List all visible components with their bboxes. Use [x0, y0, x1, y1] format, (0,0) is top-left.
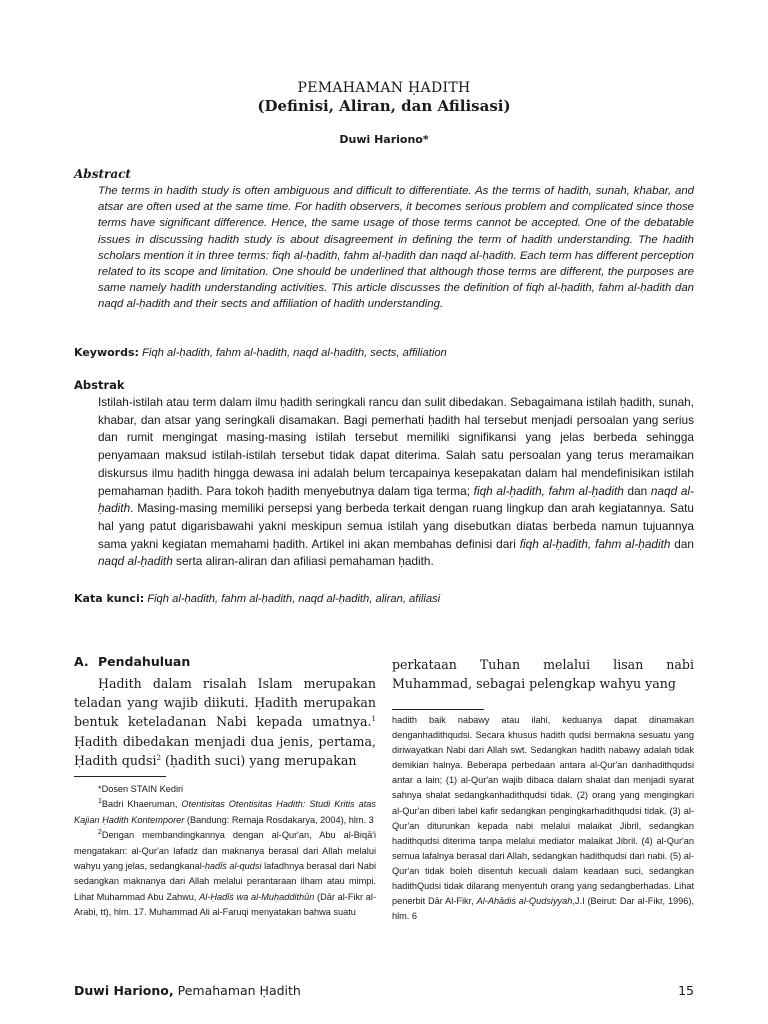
abstrak-terms4: naqd al-ḥadith — [98, 554, 173, 569]
body-para-b: Ḥadith dibedakan menjadi dua jenis, pertama, Ḥadith qudsi — [74, 733, 376, 768]
footnote-ref-1[interactable]: 1 — [371, 715, 376, 724]
body-text-left — [74, 674, 376, 770]
footnote-cont-text-b: ,J.I (Beirut: Dar al-Fikr, 1996), hlm. 6 — [392, 896, 694, 922]
keywords-label: Keywords: — [74, 346, 139, 359]
abstract-heading: Abstract — [74, 167, 131, 181]
abstrak-text — [98, 394, 694, 571]
footnote-1-book-title: Otentisitas Otentisitas Ḥadith: Studi Kritis atas Kajian Ḥadith Kontemporer — [74, 799, 376, 825]
footnote-1-text-b: (Bandung: Remaja Rosdakarya, 2004), hlm. 3 — [184, 814, 374, 825]
footnote-rule-left — [74, 776, 166, 777]
abstrak-part4: dan — [670, 536, 694, 551]
kata-kunci — [74, 592, 694, 605]
footnote-2-text-a: Dengan membandingkannya dengan al-Qur'an, Abu al-Biqā'i mengatakan: al-Qur'an lafadz dan maknanya berasal dari Allah melalui wahyu yang jelas, sedangkanal- — [74, 830, 376, 872]
body-para-c: (ḥadith suci) yang merupakan — [160, 752, 357, 768]
page-number: 15 — [678, 983, 694, 998]
kata-kunci-text: Fiqh al-ḥadith, fahm al-ḥadith, naqd al-ḥadith, aliran, afiliasi — [147, 593, 441, 605]
keywords — [74, 346, 694, 359]
abstrak-terms2: naqd al-ḥadith — [98, 483, 694, 516]
paper-title-line1: PEMAHAMAN ḤADITH — [297, 80, 471, 96]
abstrak-part3: . Masing-masing memiliki persepsi yang berbeda terkait dengan ruang lingkup dan arah kegiatannya. Satu hal yang patut digarisbawahi yakni meskipun semua istilah yang disebutkan diatas berbeda namun tujuannya sama yakni kegiatan memahami ḥadith. Artikel ini akan membahas definisi dari — [98, 501, 694, 551]
footnote-1-number: 1 — [98, 798, 102, 806]
footnote-cont-book-title: Al-Ahādiṡ al-Qudsiyyah — [476, 896, 573, 907]
kata-kunci-label: Kata kunci: — [74, 592, 145, 605]
footnotes-right — [392, 713, 694, 924]
footnotes-left — [74, 782, 376, 921]
author-name: Duwi Hariono* — [339, 133, 429, 146]
abstrak-part2: dan — [623, 483, 651, 498]
footnote-1-text-a: Badri Khaeruman, — [101, 799, 182, 810]
running-footer — [74, 983, 301, 998]
keywords-text: Fiqh al-ḥadith, fahm al-ḥadith, naqd al-ḥadith, sects, affiliation — [142, 347, 447, 359]
abstrak-heading: Abstrak — [74, 378, 125, 392]
footer-short-title: Pemahaman Ḥadith — [173, 983, 301, 998]
section-title: Pendahuluan — [98, 654, 191, 669]
section-heading — [74, 654, 190, 669]
footnote-1 — [74, 797, 376, 828]
footnote-cont-text-a: hadith baik nabawy atau ilahi, keduanya dapat dinamakan denganhadithqudsi. Secara khusus hadith qudsi bermakna sesuatu yang diriwayatkan Nabi dari Allah swt. Sedangkan hadith nabawy adalah tidak demikian halnya. Beberapa perbedaan antara al-Qur'an danhadithqudsi antar a lain; (1) al-Qur'an wajib dibaca dalam shalat dan menjadi syarat sahnya shalat sedangkanhadithqudsi tidak. (2) orang yang mengingkari al-Qur'an diberi label kafir sedangkan pengingkarhadithqudsi tidak. (3) al-Qur'an diturunkan kepada nabi melalui malaikat Jibril, sedangkan hadithqudsi diterima tanpa melalui mediator malaikat Jibril. (4) al-Qur'an semua lafalnya berasal dari Allah, sedangkan hadithqudsi dari nabi. (5) al-Qur'an tidak boleh disentuh kecuali dalam keadaan suci, sedangkan hadithQudsi tidak dilarang menyentuh orang yang sedangberhadas. Lihat penerbit Dār Al-Fikr, — [392, 715, 694, 907]
footnote-star — [74, 782, 376, 797]
footnote-2 — [74, 828, 376, 920]
paper-title-line2: (Definisi, Aliran, dan Afilisasi) — [257, 97, 511, 115]
footnote-ref-2[interactable]: 2 — [156, 753, 161, 762]
body-text-right: perkataan Tuhan melalui lisan nabi Muhammad, sebagai pelengkap wahyu yang — [392, 657, 694, 692]
abstrak-part5: serta aliran-aliran dan afiliasi pemahaman ḥadith. — [172, 554, 434, 569]
section-number: A. — [74, 654, 89, 669]
body-para-a: Ḥadith dalam risalah Islam merupakan teladan yang wajib diikuti. Ḥadith merupakan bentuk keteladanan Nabi kepada umatnya. — [74, 676, 376, 730]
footer-author: Duwi Hariono, — [74, 983, 174, 998]
abstrak-terms1: fiqh al-ḥadith, fahm al-ḥadith — [473, 483, 624, 498]
footnote-rule-right — [392, 709, 484, 710]
footnote-star-text: *Dosen STAIN Kediri — [98, 784, 184, 794]
abstrak-terms3: fiqh al-ḥadith, fahm al-ḥadith — [519, 536, 671, 551]
abstrak-part1: Istilah-istilah atau term dalam ilmu ḥadith seringkali rancu dan sulit dibedakan. Sebagaimana istilah ḥadith, sunah, khabar, dan atsar yang seringkali disamakan. Bagi pemerhati ḥadith hal tersebut menjadi persoalan yang serius dan rumit mengingat masing-masing istilah tersebut memiliki signifikansi yang jelas berbeda sehingga penyamaan maksud istilah-istilah tersebut tidak dapat diterima. Salah satu persoalan yang terus meramaikan diskursus ilmu ḥadith hingga dewasa ini adalah belum tercapainya kesepakatan dalam hal mendefinisikan istilah pemahaman ḥadith. Para tokoh ḥadith menyebutnya dalam tiga terma; — [98, 395, 694, 498]
footnote-2-number: 2 — [98, 829, 102, 837]
footnote-2-text-b: lafadhnya berasal dari Nabi sedangkan maknanya dari Allah melalui perantaraan ilham atau mimpi. Lihat Muhammad Abu Zahwu, — [74, 861, 376, 902]
footnote-2-term: ḥadīṡ al-qudsi — [204, 861, 262, 872]
footnote-2-text-c: (Dār al-Fikr al-Arabi, tt), hlm. 17. Muhammad Ali al-Faruqi menyatakan bahwa suatu — [74, 891, 377, 918]
abstract-text: The terms in hadith study is often ambiguous and difficult to differentiate. As the terms of hadith, sunah, khabar, and atsar are often used at the same time. For hadith observers, it becomes serious problem and complicated since those terms have significant difference. Hence, the same usage of those terms cannot be accepted. One of the debatable issues in discussing hadith study is about disagreement in defining the term of hadith understanding. The hadith scholars mention it in three terms: fiqh al-ḥadith, fahm al-ḥadith dan naqd al-ḥadith. Each term has different perception related to its scope and limitation. One should be underlined that although those terms are different, the purposes are same namely hadith understanding activities. This article discusses the definition of fiqh al-ḥadith, fahm al-ḥadith dan naqd al-ḥadith and their sects and affiliation of hadith understanding. — [98, 185, 694, 311]
footnote-2-book-title: Al-Ḥadīṡ wa al-Muḥaddithūn — [199, 891, 315, 902]
